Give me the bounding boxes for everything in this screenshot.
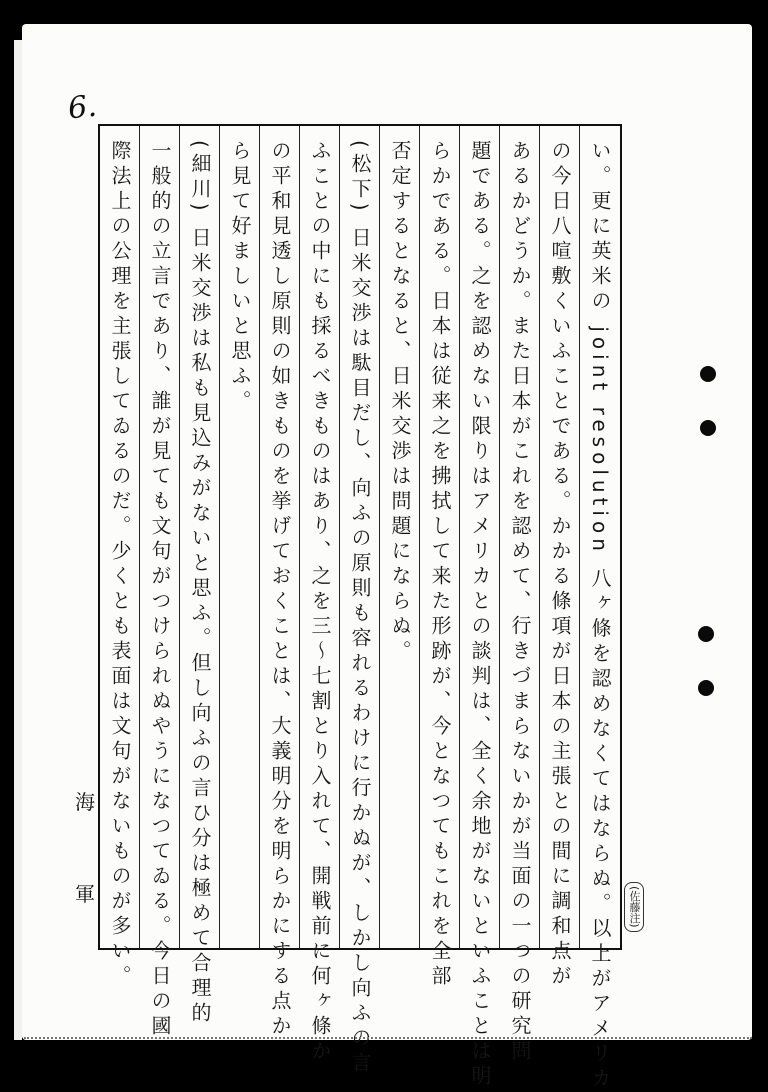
- column-rule: [539, 126, 540, 948]
- column-rule: [299, 126, 300, 948]
- text-column-12: 一般的の立言であり、誰が見ても文句がつけられぬやうになつてゐる。今日の國: [148, 140, 172, 1040]
- manuscript-grid: [98, 124, 622, 1092]
- column-rule: [219, 126, 220, 948]
- text-column-4: 題である。之を認めない限りはアメリカとの談判は、全く余地がないといふことは明: [468, 140, 492, 1090]
- text-column-10: ら見て好ましいと思ふ。: [228, 140, 252, 415]
- text-column-7: (松下) 日米交渉は駄目だし、向ふの原則も容れるわけに行かぬが、しかし向ふの言: [348, 140, 372, 1077]
- page-number: 6.: [66, 88, 99, 127]
- text-column-2: の今日八喧敷くいふことである。かかる條項が日本の主張との間に調和点が: [548, 140, 572, 990]
- column-rule: [499, 126, 500, 948]
- side-label-navy-1: 海: [75, 790, 95, 814]
- text-column-3: あるかどうか。また日本がこれを認めて、行きづまらないかが当面の一つの研究問: [508, 140, 532, 1065]
- text-column-11: (細川) 日米交渉は私も見込みがないと思ふ。但し向ふの言ひ分は極めて合理的: [188, 140, 212, 1027]
- text-column-9: の平和見透し原則の如きものを挙げておくことは、大義明分を明らかにする点か: [268, 140, 292, 1040]
- text-column-1: い。更に英米の joint resolution 八ヶ條を認めなくてはならぬ。以上がアメリカ: [588, 140, 612, 1092]
- punch-hole-icon: [700, 366, 716, 382]
- page-edge: [14, 40, 22, 1040]
- column-rule: [139, 126, 140, 948]
- column-rule: [259, 126, 260, 948]
- column-rule: [179, 126, 180, 948]
- side-label-navy-2: 軍: [75, 882, 95, 906]
- column-rule: [339, 126, 340, 948]
- column-rule: [459, 126, 460, 948]
- punch-hole-icon: [700, 420, 716, 436]
- text-column-8: ふことの中にも採るべきものはあり、之を三〜七割とり入れて、開戦前に何ヶ條か: [308, 140, 332, 1065]
- column-rule: [579, 126, 580, 948]
- text-column-13: 際法上の公理を主張してゐるのだ。少くとも表面は文句がないものが多い。: [108, 140, 132, 990]
- text-column-5: らかである。日本は従来之を拂拭して来た形跡が、今となつてもこれを全部: [428, 140, 452, 990]
- column-rule: [379, 126, 380, 948]
- text-column-6: 否定するとなると、日米交渉は問題にならぬ。: [388, 140, 412, 665]
- column-rule: [419, 126, 420, 948]
- scan-edge-noise: [24, 1027, 752, 1039]
- punch-hole-icon: [698, 626, 714, 642]
- punch-hole-icon: [698, 680, 714, 696]
- annotation-stamp: (佐藤注): [624, 882, 644, 932]
